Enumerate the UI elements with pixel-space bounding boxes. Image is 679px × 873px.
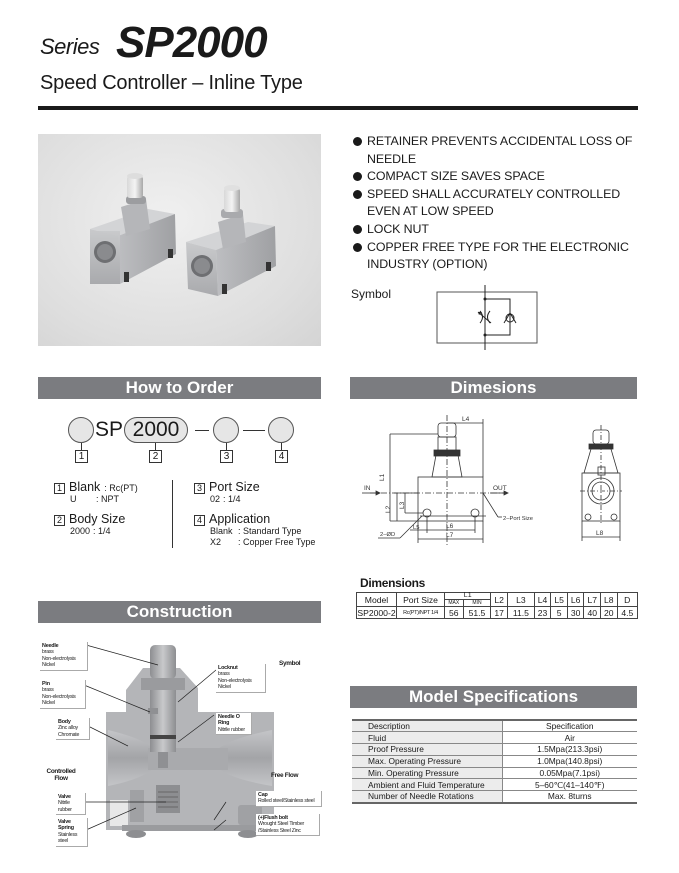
order-option-3: 3 Port Size 02 : 1/4 xyxy=(194,480,260,505)
table-header-row: Model Port Size L1 L2 L3 L4 L5 L6 L7 L8 D xyxy=(357,593,638,600)
port-size-label: 2–Port Size xyxy=(503,516,533,522)
table-row: Min. Operating Pressure 0.05Mpa(7.1psi) xyxy=(352,767,637,779)
header-rule xyxy=(38,106,638,110)
feature-item: COPPER FREE TYPE FOR THE ELECTRONIC INDUSTRY (OPTION) xyxy=(352,239,640,274)
part-label-valve: Valve Nitrile rubber xyxy=(56,793,86,815)
dim-label-l3: L3 xyxy=(399,501,406,509)
dim-label-l5: L5 xyxy=(413,525,420,531)
divider xyxy=(172,480,173,548)
part-label-flush-bolt: (+)Flush bolt Wrought Steel Timber /Stainless Steel Zinc xyxy=(256,814,320,836)
number-box-4: 4 xyxy=(275,450,288,463)
dimension-drawing-front xyxy=(350,405,550,555)
table-header-row: Description Specification xyxy=(352,720,637,732)
model-specifications-table xyxy=(352,719,637,804)
part-label-pin: Pin brass Non-electrolysis Nickel xyxy=(40,680,86,709)
feature-item: COMPACT SIZE SAVES SPACE xyxy=(352,168,640,186)
controller-unit-right xyxy=(186,185,276,296)
product-photo xyxy=(38,134,321,346)
series-label: Series xyxy=(40,34,100,59)
body-size-slot: 2000 xyxy=(124,417,188,443)
part-label-body: Body Zinc alloy Chromate xyxy=(56,718,90,740)
number-box-2: 2 xyxy=(149,450,162,463)
dimensions-table: Model Port Size L1 L2 L3 L4 L5 L6 L7 L8 D MAX MIN SP2000-2 Rc(PT)/NPT 1/4 56 51.5 17 11.5 23 5 30 40 20 4.5 xyxy=(356,592,638,619)
hole-label: 2–ØD xyxy=(380,532,396,538)
speed-controller-photo-illustration xyxy=(38,134,321,346)
page-subtitle: Speed Controller – Inline Type xyxy=(40,72,303,94)
in-label: IN xyxy=(364,485,371,492)
dim-label-l6: L6 xyxy=(446,523,454,530)
feature-item: SPEED SHALL ACCURATELY CONTROLLED EVEN AT LOW SPEED xyxy=(352,186,640,221)
order-option-2: 2 Body Size 2000 : 1/4 xyxy=(54,512,125,537)
table-row: Max. Operating Pressure 1.0Mpa(140.8psi) xyxy=(352,755,637,767)
number-box-3: 3 xyxy=(220,450,233,463)
symbol-label: Symbol xyxy=(351,287,392,301)
section-dimensions: Dimesions xyxy=(350,377,637,399)
controller-unit-left xyxy=(90,173,176,284)
table-row: Proof Pressure 1.5Mpa(213.3psi) xyxy=(352,744,637,756)
part-label-needle-o-ring: Needle O Ring Nitrile rubber xyxy=(216,713,252,735)
part-label-valve-spring: Valve Spring Stainless steel xyxy=(56,818,88,847)
dim-label-l8: L8 xyxy=(596,530,604,537)
option-1-slot xyxy=(68,417,94,443)
dash xyxy=(195,430,209,431)
dimensions-table-heading: Dimensions xyxy=(360,576,426,590)
dim-label-l4: L4 xyxy=(462,416,470,423)
feature-item: RETAINER PREVENTS ACCIDENTAL LOSS OF NEEDLE xyxy=(352,133,640,168)
model-title: SP2000 xyxy=(116,18,267,67)
order-option-4: 4 Application Blank : Standard Type X2 : Copper Free Type xyxy=(194,512,315,548)
part-label-cap: Cap Rolled steel/Stainless steel xyxy=(256,791,322,807)
dim-label-l1: L1 xyxy=(379,473,386,481)
order-option-1: 1 Blank : Rc(PT) U : NPT xyxy=(54,480,138,505)
dim-label-l2: L2 xyxy=(385,505,392,513)
dash xyxy=(243,430,265,431)
option-3-slot xyxy=(213,417,239,443)
feature-item: LOCK NUT xyxy=(352,221,640,239)
order-prefix: SP xyxy=(95,418,124,441)
part-label-locknut: Locknut brass Non-electrolysis Nickel xyxy=(216,664,266,693)
feature-list xyxy=(352,133,640,274)
pneumatic-symbol xyxy=(430,285,545,350)
part-label-needle: Needle brass Non-electrolysis Nickel xyxy=(40,642,88,671)
table-row: Number of Needle Rotations Max. 8turns xyxy=(352,791,637,803)
table-row: SP2000-2 Rc(PT)/NPT 1/4 56 51.5 17 11.5 23 5 30 40 20 4.5 xyxy=(357,607,638,619)
construction-symbol-label: Symbol xyxy=(279,660,301,667)
section-construction: Construction xyxy=(38,601,321,623)
free-flow-label: Free Flow xyxy=(271,772,299,779)
dimension-drawing-side xyxy=(570,425,630,545)
section-model-specifications: Model Specifications xyxy=(350,686,637,708)
option-4-slot xyxy=(268,417,294,443)
out-label: OUT xyxy=(493,485,507,492)
table-row: Ambient and Fluid Temperature 5–60℃(41–140℉) xyxy=(352,779,637,791)
table-row: Fluid Air xyxy=(352,732,637,744)
number-box-1: 1 xyxy=(75,450,88,463)
controlled-flow-label: Controlled Flow xyxy=(46,768,76,782)
section-how-to-order: How to Order xyxy=(38,377,321,399)
dim-label-l7: L7 xyxy=(446,532,454,539)
